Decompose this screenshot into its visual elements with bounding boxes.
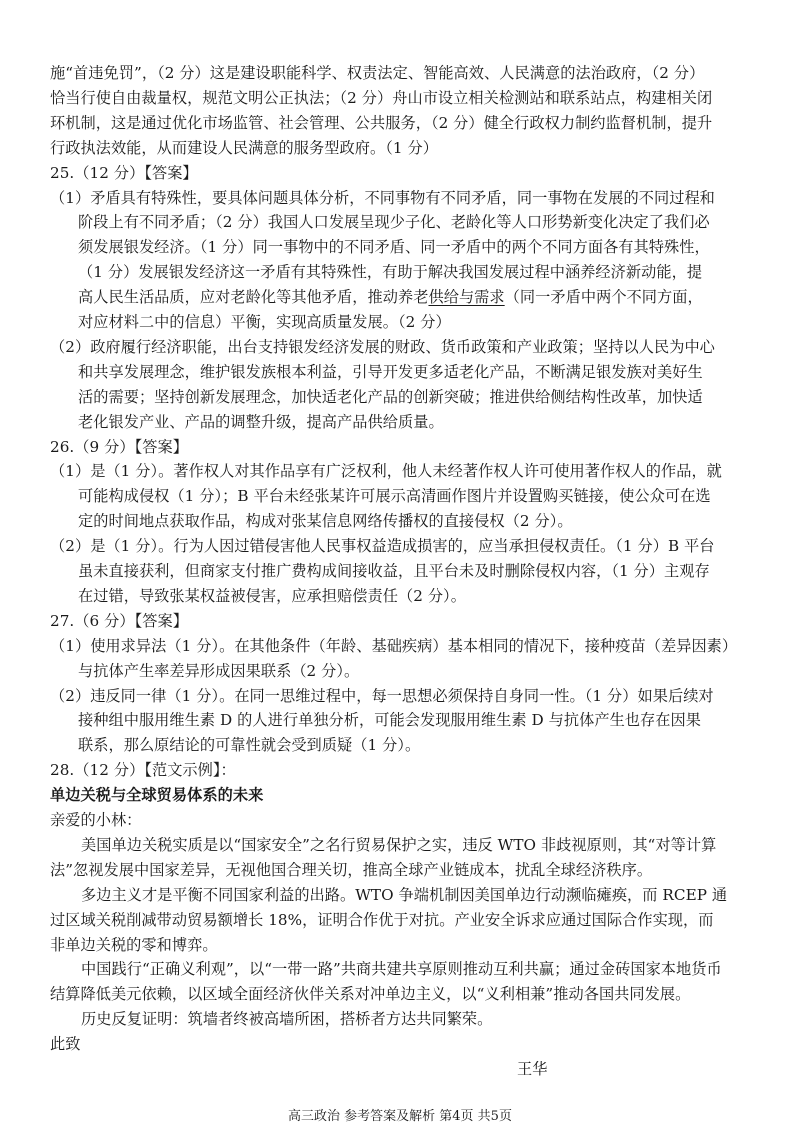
essay-title: 单边关税与全球贸易体系的未来: [50, 786, 264, 805]
essay-line: 结算降低美元依赖，以区域全面经济伙伴关系对冲单边主义，以“义利相兼”推动各国共同发展。: [50, 985, 691, 1004]
essay-signature: 王华: [517, 1060, 548, 1078]
answer-line: 阶段上有不同矛盾；（2 分）我国人口发展呈现少子化、老龄化等人口形势新变化决定了我们必: [78, 213, 710, 232]
answer-line: 和共享发展理念，维护银发族根本利益，引导开发更多适老化产品，不断满足银发族对美好生: [78, 362, 703, 381]
essay-line: 美国单边关税实质是以“国家安全”之名行贸易保护之实，违反 WTO 非歧视原则，其“对等计算: [81, 835, 717, 854]
answer-line: （1）矛盾具有特殊性，要具体问题具体分析，不同事物有不同矛盾，同一事物在发展的不同过程和: [50, 188, 715, 207]
answer-line: 虽未直接获利，但商家支付推广费构成间接收益，且平台未及时删除侵权内容，（1 分）主观存: [78, 562, 710, 580]
answer-line: （1）使用求异法（1 分）。在其他条件（年龄、基础疾病）基本相同的情况下，接种疫苗（差异因素）: [50, 636, 738, 655]
answer-line: 活的需要；坚持创新发展理念，加快适老化产品的创新突破；推进供给侧结构性改革，加快适: [78, 387, 703, 406]
question-27-heading: 27.（6 分）【答案】: [50, 611, 188, 630]
question-25-heading: 25.（12 分）【答案】: [50, 163, 198, 182]
answer-line: （1 分）发展银发经济这一矛盾有其特殊性，有助于解决我国发展过程中涵养经济新动能，提: [78, 263, 703, 282]
paragraph-line: 环机制，这是通过优化市场监管、社会管理、公共服务，（2 分）健全行政权力制约监督机制，提升: [50, 113, 713, 132]
answer-line: 在过错，导致张某权益被侵害，应承担赔偿责任（2 分）。: [78, 586, 466, 605]
answer-line: （2）违反同一律（1 分）。在同一思维过程中，每一思想必须保持自身同一性。（1 分）如果后续对: [50, 686, 714, 705]
essay-line: 非单边关税的零和博弈。: [50, 935, 218, 954]
answer-text: （同一矛盾中两个不同方面，: [504, 288, 703, 307]
answer-line: [78, 286, 703, 308]
answer-line: 须发展银发经济。（1 分）同一事物中的不同矛盾、同一矛盾中的两个不同方面各有其特殊性，: [78, 238, 710, 257]
answer-line: 定的时间地点获取作品，构成对张某信息网络传播权的直接侵权（2 分）。: [78, 512, 573, 531]
essay-salutation: 亲爱的小林：: [50, 811, 142, 829]
answer-line: （1）是（1 分）。著作权人对其作品享有广泛权利，他人未经著作权人许可使用著作权人的作品，就: [50, 462, 722, 481]
answer-line: 可能构成侵权（1 分）；B 平台未经张某许可展示高清画作图片并设置购买链接，使公众可在选: [78, 487, 711, 506]
answer-line: （2）是（1 分）。行为人因过错侵害他人民事权益造成损害的，应当承担侵权责任。（1 分）B 平台: [50, 537, 715, 556]
essay-closing: 此致: [50, 1035, 81, 1054]
answer-line: （2）政府履行经济职能，出台支持银发经济发展的财政、货币政策和产业政策；坚持以人民为中心: [50, 337, 715, 356]
answer-line: 联系，那么原结论的可靠性就会受到质疑（1 分）。: [78, 736, 421, 755]
essay-line: 中国践行“正确义利观”，以“一带一路”共商共建共享原则推动互利共赢；通过金砖国家本地货币: [81, 960, 722, 979]
essay-line: 法”忽视发展中国家差异，无视他国合理关切，推高全球产业链成本，扰乱全球经济秩序。: [50, 860, 653, 879]
paragraph-line: 恰当行使自由裁量权，规范文明公正执法；（2 分）舟山市设立相关检测站和联系站点，构建相关闭: [50, 88, 713, 107]
answer-line: 与抗体产生率差异形成因果联系（2 分）。: [78, 661, 360, 680]
question-28-heading: 28.（12 分）【范文示例】：: [50, 761, 236, 780]
answer-line: 接种组中服用维生素 D 的人进行单独分析，可能会发现服用维生素 D 与抗体产生也存在因果: [78, 711, 701, 730]
page-footer: 高三政治 参考答案及解析 第4页 共5页: [288, 1109, 512, 1124]
essay-line: 过区域关税削减带动贸易额增长 18%，证明合作优于对抗。产业安全诉求应通过国际合作实现，而: [50, 910, 714, 929]
essay-line: 多边主义才是平衡不同国家利益的出路。WTO 争端机制因美国单边行动濒临瘫痪，而 RCEP 通: [81, 885, 728, 904]
paragraph-line: 施“首违免罚”，（2 分）这是建设职能科学、权责法定、智能高效、人民满意的法治政府，（2 分）: [50, 64, 705, 82]
question-26-heading: 26.（9 分）【答案】: [50, 437, 188, 456]
answer-line: 对应材料二中的信息）平衡，实现高质量发展。（2 分）: [78, 313, 451, 331]
answer-text: 高人民生活品质，应对老龄化等其他矛盾，推动养老: [78, 288, 429, 307]
answer-line: 老化银发产业、产品的调整升级，提高产品供给质量。: [78, 412, 444, 431]
paragraph-line: 行政执法效能，从而建设人民满意的服务型政府。（1 分）: [50, 138, 438, 157]
underlined-phrase: 供给与需求: [428, 288, 505, 307]
essay-line: 历史反复证明：筑墙者终被高墙所困，搭桥者方达共同繁荣。: [81, 1010, 493, 1029]
